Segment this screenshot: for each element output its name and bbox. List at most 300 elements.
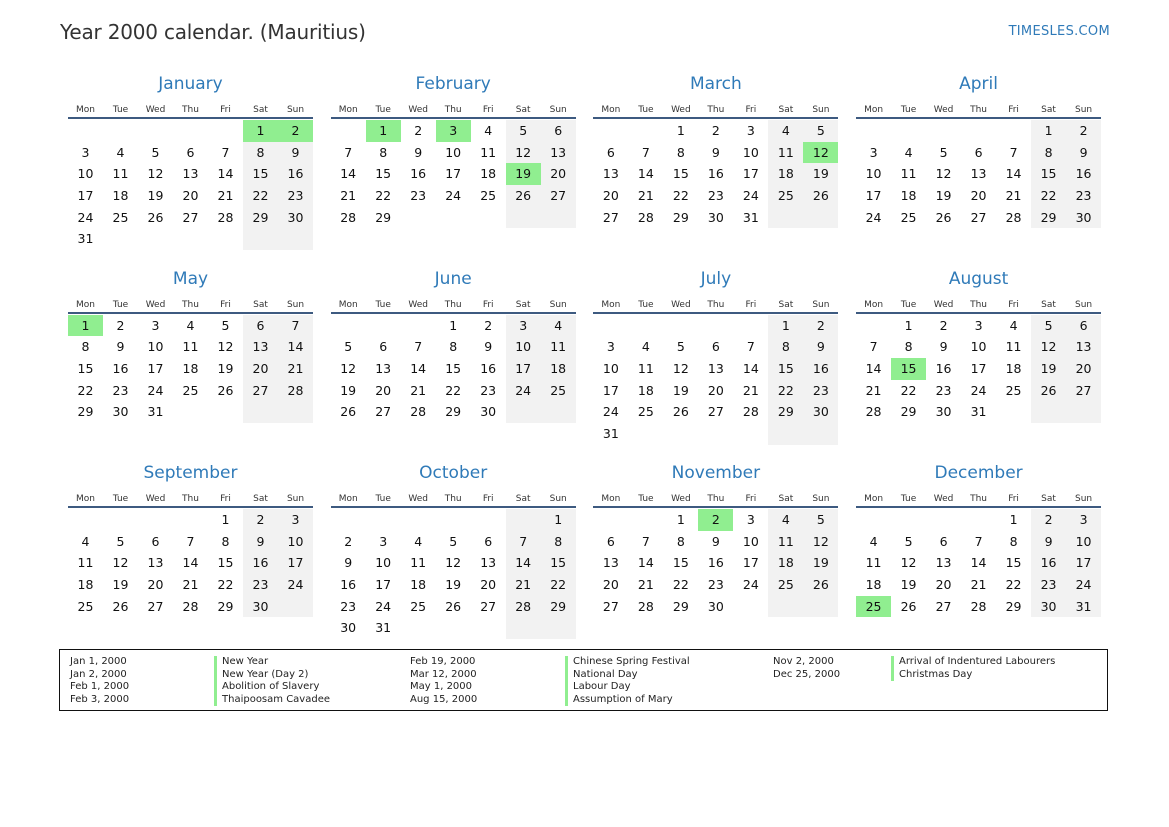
day-cell: 24 xyxy=(865,209,882,225)
day-cell: 18 xyxy=(865,577,882,593)
day-cell: 27 xyxy=(935,598,952,614)
day-cell: 6 xyxy=(484,533,493,549)
weekday-label: Tue xyxy=(638,494,654,504)
weekend-day-cell: 7 xyxy=(506,531,541,553)
day-cell: 10 xyxy=(865,166,882,182)
month-title: August xyxy=(948,268,1009,289)
weekend-empty-cell xyxy=(278,401,313,423)
empty-cell xyxy=(593,509,628,531)
weekday-label: Wed xyxy=(145,299,166,310)
month-title: January xyxy=(158,74,223,94)
day-cell: 18 xyxy=(410,577,427,593)
weekday-label: Wed xyxy=(408,105,428,115)
weekend-day-cell: 12 xyxy=(1031,336,1066,358)
holiday-day-cell: 15 xyxy=(891,358,926,380)
day-cell: 11 xyxy=(637,360,654,376)
weekend-empty-cell xyxy=(768,596,803,618)
weekend-day-cell: 23 xyxy=(278,185,313,207)
weekend-day-cell: 9 xyxy=(1066,142,1101,164)
day-cell: 19 xyxy=(217,360,234,376)
day-cell: 4 xyxy=(869,533,878,549)
weekday-header xyxy=(68,290,313,312)
weekend-day-cell: 5 xyxy=(506,120,541,142)
day-cell: 17 xyxy=(77,188,94,204)
day-cell: 10 xyxy=(375,555,392,571)
legend-holiday-name: Chinese Spring Festival xyxy=(565,656,690,669)
day-cell: 11 xyxy=(112,166,129,182)
empty-cell xyxy=(698,315,733,337)
day-cell: 11 xyxy=(77,555,94,571)
day-cell: 24 xyxy=(970,382,987,398)
weekend-day-cell: 30 xyxy=(1066,207,1101,229)
weekend-day-cell: 1 xyxy=(768,315,803,337)
weekend-day-cell: 3 xyxy=(506,315,541,337)
weekday-label: Thu xyxy=(444,494,462,504)
empty-cell xyxy=(103,509,138,531)
day-cell: 7 xyxy=(641,144,650,160)
day-cell: 21 xyxy=(865,382,882,398)
empty-cell xyxy=(138,228,173,250)
weekend-day-cell: 16 xyxy=(243,552,278,574)
day-cell: 5 xyxy=(116,533,125,549)
empty-cell xyxy=(366,509,401,531)
day-cell: 4 xyxy=(641,339,650,355)
weekday-label: Fri xyxy=(1008,299,1019,310)
day-cell: 4 xyxy=(484,123,493,138)
day-cell: 5 xyxy=(904,533,913,549)
weekend-day-cell: 15 xyxy=(1031,163,1066,185)
day-cell: 4 xyxy=(81,533,90,549)
weekday-label: Mon xyxy=(601,105,621,115)
weekday-label: Fri xyxy=(220,494,231,504)
day-cell: 16 xyxy=(340,577,357,593)
empty-cell xyxy=(996,401,1031,423)
weekend-day-cell: 5 xyxy=(803,120,838,142)
day-cell: 20 xyxy=(147,577,164,593)
empty-cell xyxy=(436,509,471,531)
weekend-day-cell: 6 xyxy=(243,315,278,337)
day-cell: 5 xyxy=(676,339,685,355)
weekday-label: Sun xyxy=(812,299,830,310)
day-cell: 7 xyxy=(641,533,650,549)
day-cell: 5 xyxy=(344,339,353,355)
day-cell: 22 xyxy=(445,382,462,398)
day-cell: 26 xyxy=(935,209,952,225)
month-title: March xyxy=(689,74,742,94)
day-cell: 30 xyxy=(340,620,357,636)
legend-date: Dec 25, 2000 xyxy=(773,668,841,680)
day-cell: 20 xyxy=(602,188,619,204)
weekday-label: Tue xyxy=(638,105,654,115)
day-cell: 13 xyxy=(707,360,724,376)
day-cell: 29 xyxy=(672,209,689,225)
day-cell: 1 xyxy=(449,317,458,333)
day-cell: 19 xyxy=(445,577,462,593)
legend-date-column xyxy=(410,656,477,706)
empty-cell xyxy=(68,120,103,142)
empty-cell xyxy=(663,315,698,337)
legend-date: Nov 2, 2000 xyxy=(773,656,834,667)
day-cell: 18 xyxy=(480,166,497,182)
day-cell: 27 xyxy=(602,598,619,614)
weekday-label: Mon xyxy=(338,105,358,115)
weekend-day-cell: 3 xyxy=(278,509,313,531)
day-cell: 18 xyxy=(182,360,199,376)
day-cell: 19 xyxy=(340,382,357,398)
weekday-label: Wed xyxy=(671,494,691,504)
day-cell: 5 xyxy=(449,533,458,549)
weekday-label: Sat xyxy=(1041,494,1056,504)
weekday-label: Sun xyxy=(286,105,305,115)
weekend-day-cell: 25 xyxy=(541,380,576,402)
day-cell: 29 xyxy=(375,209,392,225)
day-cell: 5 xyxy=(939,144,948,160)
day-cell: 29 xyxy=(77,404,94,420)
weekend-day-cell: 5 xyxy=(803,509,838,531)
weekend-day-cell: 18 xyxy=(768,552,803,574)
day-cell: 22 xyxy=(672,188,689,204)
day-cell: 18 xyxy=(77,577,94,593)
weekend-day-cell: 19 xyxy=(803,163,838,185)
day-cell: 14 xyxy=(637,555,654,571)
legend-holiday-name: Abolition of Slavery xyxy=(214,681,330,694)
weekend-day-cell: 14 xyxy=(506,552,541,574)
weekday-label: Sat xyxy=(778,105,794,115)
weekend-day-cell: 6 xyxy=(1066,315,1101,337)
weekend-day-cell: 9 xyxy=(1031,531,1066,553)
day-cell: 8 xyxy=(676,144,685,160)
weekend-day-cell: 19 xyxy=(1031,358,1066,380)
day-cell: 25 xyxy=(900,209,917,225)
weekday-label: Sat xyxy=(778,299,794,310)
weekday-label: Wed xyxy=(671,299,691,310)
day-cell: 19 xyxy=(935,188,952,204)
site-link[interactable]: TIMESLES.COM xyxy=(1008,24,1110,39)
day-cell: 7 xyxy=(414,339,423,355)
header-rule xyxy=(856,312,1101,314)
day-cell: 6 xyxy=(606,533,615,549)
weekday-label: Fri xyxy=(482,105,494,115)
empty-cell xyxy=(628,120,663,142)
weekday-label: Wed xyxy=(933,105,954,115)
weekend-day-cell: 14 xyxy=(278,336,313,358)
day-cell: 6 xyxy=(186,144,195,160)
header-rule xyxy=(593,506,838,508)
empty-cell xyxy=(471,509,506,531)
empty-cell xyxy=(68,509,103,531)
day-cell: 10 xyxy=(445,144,462,160)
weekend-day-cell: 20 xyxy=(243,358,278,380)
weekday-label: Tue xyxy=(375,494,391,504)
day-cell: 4 xyxy=(1009,317,1018,333)
day-cell: 14 xyxy=(217,166,234,182)
weekend-day-cell: 15 xyxy=(243,163,278,185)
holiday-day-cell: 19 xyxy=(506,163,541,185)
weekday-label: Thu xyxy=(707,299,725,310)
weekend-day-cell: 22 xyxy=(243,185,278,207)
weekend-day-cell: 9 xyxy=(803,336,838,358)
day-cell: 29 xyxy=(672,598,689,614)
legend-holiday-name: New Year xyxy=(214,656,330,669)
empty-cell xyxy=(173,509,208,531)
day-cell: 17 xyxy=(970,360,987,376)
weekday-label: Wed xyxy=(408,299,428,310)
weekend-day-cell: 27 xyxy=(1066,380,1101,402)
day-cell: 18 xyxy=(1005,360,1022,376)
day-cell: 7 xyxy=(869,339,878,355)
day-cell: 27 xyxy=(375,404,392,420)
weekend-empty-cell xyxy=(506,207,541,229)
day-cell: 25 xyxy=(77,598,94,614)
legend-name-column xyxy=(565,656,690,706)
day-cell: 24 xyxy=(147,382,164,398)
weekend-day-cell: 23 xyxy=(243,574,278,596)
weekday-label: Sat xyxy=(1041,105,1056,115)
day-cell: 17 xyxy=(865,188,882,204)
day-cell: 18 xyxy=(637,382,654,398)
weekday-label: Fri xyxy=(482,494,494,504)
weekday-label: Sun xyxy=(812,105,830,115)
weekday-label: Fri xyxy=(220,105,231,115)
day-cell: 1 xyxy=(904,317,913,333)
day-grid xyxy=(856,315,1101,423)
day-cell: 1 xyxy=(1009,512,1018,527)
empty-cell xyxy=(891,120,926,142)
weekday-label: Fri xyxy=(745,105,757,115)
legend-date: May 1, 2000 xyxy=(410,681,473,693)
weekday-label: Sat xyxy=(515,299,531,310)
day-cell: 23 xyxy=(340,598,357,614)
day-cell: 24 xyxy=(742,577,759,593)
legend-holiday-name: National Day xyxy=(565,669,690,682)
weekday-label: Sat xyxy=(1041,299,1056,310)
day-cell: 14 xyxy=(410,360,427,376)
weekend-empty-cell xyxy=(506,617,541,639)
month-title: November xyxy=(671,463,761,483)
day-cell: 16 xyxy=(112,360,129,376)
day-cell: 19 xyxy=(112,577,129,593)
weekend-day-cell: 15 xyxy=(768,358,803,380)
day-cell: 15 xyxy=(375,166,392,182)
weekend-day-cell: 19 xyxy=(803,552,838,574)
legend-date: Feb 3, 2000 xyxy=(70,693,130,705)
month-october xyxy=(331,463,576,658)
weekend-empty-cell xyxy=(768,207,803,229)
month-march xyxy=(593,74,838,269)
weekend-day-cell: 11 xyxy=(768,142,803,164)
weekday-label: Tue xyxy=(112,494,129,504)
day-grid xyxy=(593,120,838,228)
day-cell: 6 xyxy=(711,339,720,355)
day-cell: 27 xyxy=(970,209,987,225)
legend-holiday-name: Thaipoosam Cavadee xyxy=(214,694,330,707)
day-cell: 23 xyxy=(480,382,497,398)
day-cell: 20 xyxy=(375,382,392,398)
weekend-empty-cell xyxy=(506,401,541,423)
day-cell: 14 xyxy=(742,360,759,376)
weekend-day-cell: 2 xyxy=(803,315,838,337)
weekday-label: Sun xyxy=(549,105,567,115)
holiday-day-cell: 25 xyxy=(856,596,891,618)
holiday-legend xyxy=(59,649,1108,711)
weekend-empty-cell xyxy=(243,228,278,250)
holiday-day-cell: 3 xyxy=(436,120,471,142)
month-title: June xyxy=(434,268,472,289)
weekend-day-cell: 20 xyxy=(541,163,576,185)
day-cell: 7 xyxy=(974,533,983,549)
day-cell: 31 xyxy=(147,404,164,420)
day-cell: 14 xyxy=(1005,166,1022,182)
empty-cell xyxy=(173,228,208,250)
header-rule xyxy=(331,117,576,119)
day-cell: 29 xyxy=(217,598,234,614)
day-cell: 15 xyxy=(445,360,462,376)
weekend-day-cell: 8 xyxy=(1031,142,1066,164)
weekday-label: Sun xyxy=(286,494,305,504)
day-cell: 9 xyxy=(711,144,720,160)
weekend-day-cell: 16 xyxy=(278,163,313,185)
day-cell: 23 xyxy=(935,382,952,398)
day-cell: 31 xyxy=(375,620,392,636)
day-cell: 14 xyxy=(182,555,199,571)
day-cell: 9 xyxy=(711,533,720,549)
day-cell: 16 xyxy=(707,166,724,182)
day-cell: 28 xyxy=(970,598,987,614)
empty-cell xyxy=(733,315,768,337)
empty-cell xyxy=(593,315,628,337)
legend-date: Aug 15, 2000 xyxy=(410,693,478,705)
day-cell: 25 xyxy=(480,188,497,204)
day-cell: 26 xyxy=(900,598,917,614)
empty-cell xyxy=(471,207,506,229)
day-cell: 12 xyxy=(340,360,357,376)
empty-cell xyxy=(926,509,961,531)
empty-cell xyxy=(331,315,366,337)
weekend-day-cell: 17 xyxy=(1066,552,1101,574)
day-cell: 26 xyxy=(340,404,357,420)
day-cell: 22 xyxy=(672,577,689,593)
weekend-day-cell: 26 xyxy=(803,574,838,596)
day-cell: 26 xyxy=(672,404,689,420)
weekend-empty-cell xyxy=(278,596,313,618)
month-title: February xyxy=(415,74,491,94)
day-cell: 27 xyxy=(602,209,619,225)
day-cell: 20 xyxy=(480,577,497,593)
weekday-label: Sun xyxy=(286,299,305,310)
day-cell: 19 xyxy=(672,382,689,398)
weekend-empty-cell xyxy=(243,401,278,423)
month-february xyxy=(331,74,576,269)
weekend-day-cell: 26 xyxy=(1031,380,1066,402)
weekday-header xyxy=(331,290,576,312)
weekday-label: Sun xyxy=(549,494,567,504)
weekend-day-cell: 5 xyxy=(1031,315,1066,337)
day-cell: 27 xyxy=(707,404,724,420)
month-title: July xyxy=(700,268,732,289)
weekday-label: Thu xyxy=(444,299,462,310)
weekday-label: Sat xyxy=(778,494,794,504)
weekday-label: Mon xyxy=(76,299,95,310)
day-grid xyxy=(68,120,313,250)
day-cell: 17 xyxy=(375,577,392,593)
empty-cell xyxy=(208,401,243,423)
weekday-label: Thu xyxy=(970,494,988,504)
day-cell: 29 xyxy=(445,404,462,420)
day-grid xyxy=(593,509,838,617)
empty-cell xyxy=(138,509,173,531)
header-rule xyxy=(68,506,313,508)
holiday-day-cell: 1 xyxy=(366,120,401,142)
day-cell: 20 xyxy=(970,188,987,204)
holiday-day-cell: 1 xyxy=(68,315,103,337)
weekend-day-cell: 2 xyxy=(243,509,278,531)
day-grid xyxy=(856,120,1101,228)
weekday-header xyxy=(856,95,1101,117)
day-cell: 26 xyxy=(112,598,129,614)
empty-cell xyxy=(173,401,208,423)
weekend-empty-cell xyxy=(803,207,838,229)
day-cell: 2 xyxy=(711,123,720,138)
month-september xyxy=(68,463,313,658)
weekday-label: Wed xyxy=(145,105,166,115)
day-cell: 30 xyxy=(707,209,724,225)
day-grid xyxy=(68,315,313,423)
weekend-day-cell: 6 xyxy=(541,120,576,142)
weekday-label: Mon xyxy=(338,299,358,310)
day-cell: 4 xyxy=(904,144,913,160)
day-cell: 29 xyxy=(900,404,917,420)
day-cell: 13 xyxy=(375,360,392,376)
day-cell: 15 xyxy=(77,360,94,376)
day-cell: 2 xyxy=(939,317,948,333)
weekend-day-cell: 25 xyxy=(768,574,803,596)
day-grid xyxy=(331,315,576,423)
day-cell: 17 xyxy=(602,382,619,398)
day-cell: 8 xyxy=(81,339,90,355)
weekday-label: Wed xyxy=(145,494,166,504)
header-rule xyxy=(331,506,576,508)
weekday-header xyxy=(856,290,1101,312)
weekend-empty-cell xyxy=(1066,401,1101,423)
day-cell: 8 xyxy=(676,533,685,549)
day-cell: 13 xyxy=(602,555,619,571)
month-may xyxy=(68,269,313,464)
legend-holiday-name: Assumption of Mary xyxy=(565,694,690,707)
day-cell: 3 xyxy=(869,144,878,160)
day-cell: 29 xyxy=(1005,598,1022,614)
weekday-label: Wed xyxy=(671,105,691,115)
empty-cell xyxy=(103,120,138,142)
month-november xyxy=(593,463,838,658)
empty-cell xyxy=(436,617,471,639)
month-july xyxy=(593,269,838,464)
day-cell: 27 xyxy=(480,598,497,614)
weekday-label: Tue xyxy=(900,299,917,310)
holiday-day-cell: 1 xyxy=(243,120,278,142)
empty-cell xyxy=(628,315,663,337)
empty-cell xyxy=(961,509,996,531)
weekday-label: Fri xyxy=(220,299,231,310)
weekend-day-cell: 2 xyxy=(1031,509,1066,531)
day-grid xyxy=(856,509,1101,617)
month-december xyxy=(856,463,1101,658)
weekday-label: Sat xyxy=(253,105,268,115)
months-grid xyxy=(68,74,1101,658)
day-cell: 21 xyxy=(970,577,987,593)
day-cell: 31 xyxy=(77,231,94,247)
weekend-day-cell: 18 xyxy=(768,163,803,185)
legend-date-column xyxy=(70,656,129,706)
